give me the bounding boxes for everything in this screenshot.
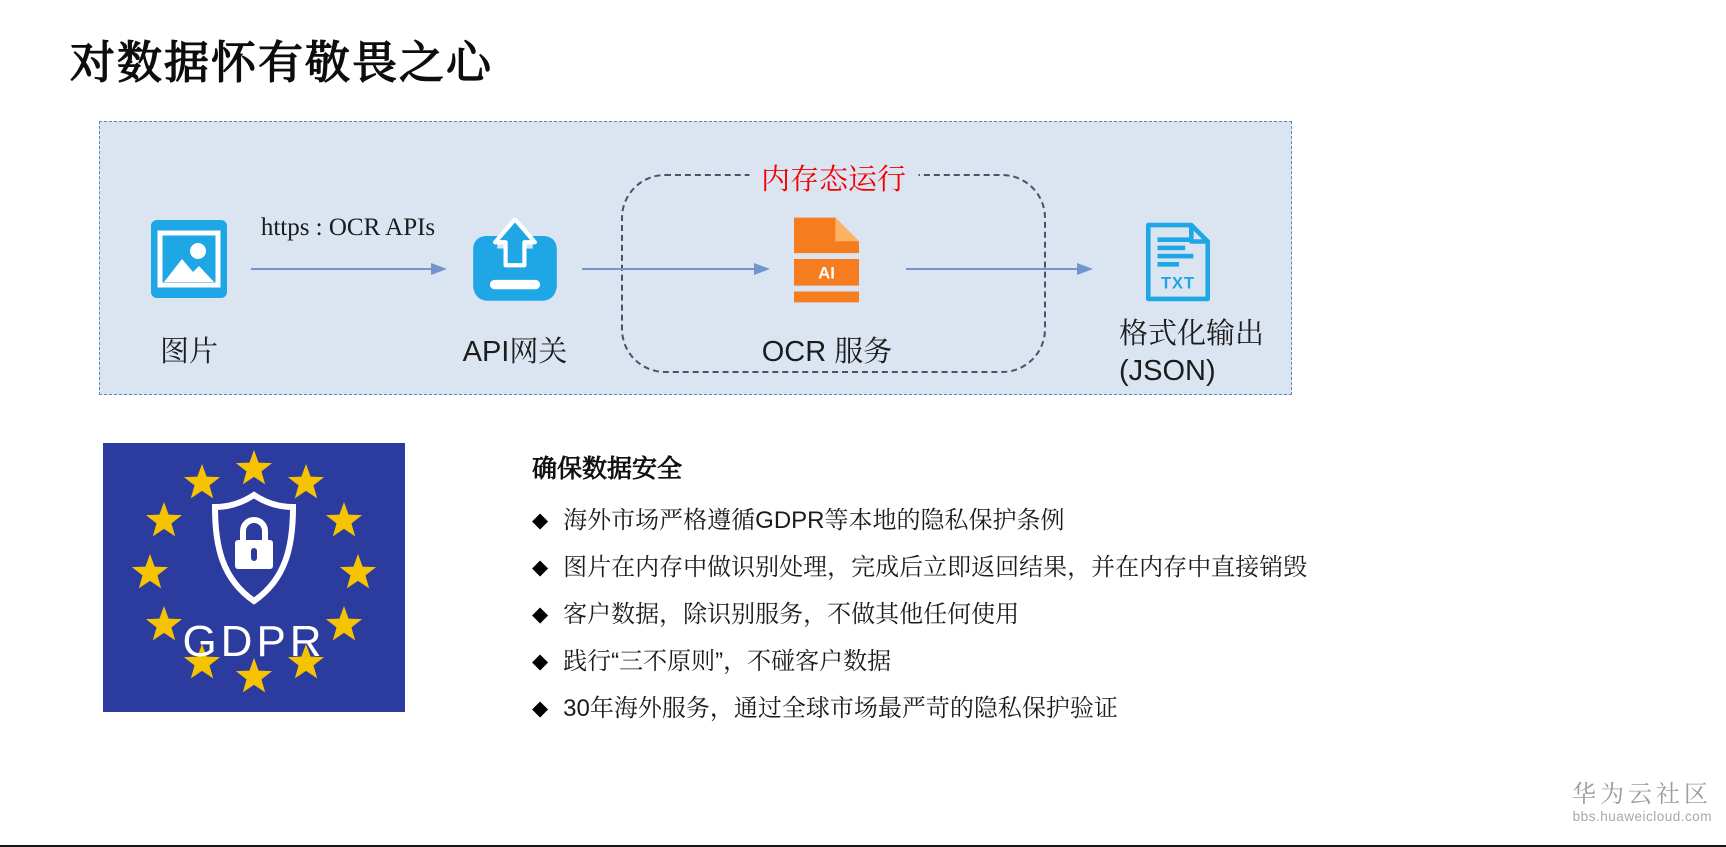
bullet-text: 客户数据，除识别服务，不做其他任何使用 [563,601,1020,628]
node-label-image: 图片 [159,336,218,368]
bullet-item [532,647,1582,677]
ocr-ai-document-icon [794,217,859,303]
bullet-text: 践行“三不原则”，不碰客户数据 [563,648,892,675]
api-gateway-upload-icon [469,218,561,302]
image-icon [151,220,227,298]
security-heading: 确保数据安全 [532,455,683,483]
ai-icon-text: AI [818,263,835,283]
watermark-url: bbs.huaweicloud.com [1572,808,1712,824]
bullet-text: 图片在内存中做识别处理，完成后立即返回结果，并在内存中直接销毁 [563,554,1308,581]
bullet-item [532,694,1582,724]
gdpr-badge-image [103,443,405,712]
diamond-bullet-icon: ◆ [532,650,549,673]
watermark [1572,781,1712,824]
diamond-bullet-icon: ◆ [532,697,549,720]
watermark-site-name: 华为云社区 [1572,781,1712,808]
security-bullet-list [532,506,1582,724]
output-label-line1: 格式化输出 [1119,318,1265,350]
output-label-line2: (JSON) [1119,355,1216,387]
node-label-ocr: OCR 服务 [761,336,893,368]
txt-icon-text: TXT [1160,274,1196,293]
diamond-bullet-icon: ◆ [532,509,549,532]
bullet-item [532,600,1582,630]
bullet-item [532,553,1582,583]
bullet-text: 海外市场严格遵循GDPR等本地的隐私保护条例 [563,507,1065,534]
diamond-bullet-icon: ◆ [532,556,549,579]
arrow-gateway-to-ocr [582,262,770,276]
arrow-ocr-to-output [906,262,1093,276]
flow-diagram-panel [99,121,1292,395]
memory-state-label: 内存态运行 [749,157,918,198]
bullet-text: 30年海外服务，通过全球市场最严苛的隐私保护验证 [563,695,1118,722]
arrow-image-to-gateway [251,262,447,276]
bullet-item [532,506,1582,536]
https-api-label: https : OCR APIs [260,214,436,241]
txt-file-icon [1144,221,1212,303]
node-label-gateway: API网关 [462,336,568,368]
security-section [532,449,1582,741]
diamond-bullet-icon: ◆ [532,603,549,626]
page-title: 对数据怀有敬畏之心 [70,37,494,88]
gdpr-badge-text: GDPR [182,617,326,666]
node-label-output [1119,316,1264,390]
